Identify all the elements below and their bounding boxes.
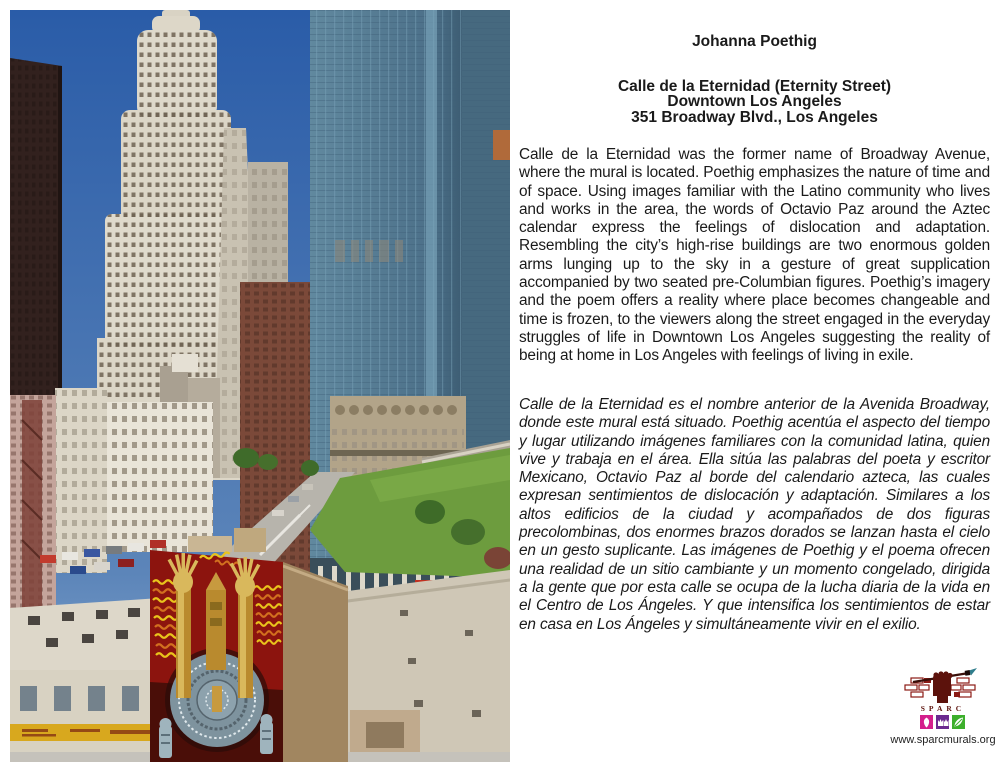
copper-roof [493, 130, 510, 160]
work-title-block [519, 79, 990, 125]
work-title: Calle de la Eternidad (Eternity Street) [617, 78, 892, 95]
sparc-logo [897, 666, 989, 732]
dark-tower-left [10, 58, 62, 445]
sparc-wordmark: SPARC [920, 704, 966, 713]
text-panel [519, 0, 990, 773]
building-side-wall [283, 562, 348, 762]
description-english: Calle de la Eternidad was the former name of Broadway Avenue, where the mural is located. Poethig emphasizes the nature of time and of space. Using images familiar with the Latino community who lives and works in the area, the words of Octavio Paz around the Aztec calendar express the feelings of dislocation and adaptation. Resembling the city’s high-rise buildings are two enormous golden arms lunging up to the sky in a gesture of great supplication accompanied by two seated pre-Columbian figures. Poethig’s imagery and the poem offers a reality where place becomes changeable and time is frozen, to the viewers along the street engaged in the everyday struggles of life in Downtown Los Angeles suggesting the reality of being at home in Los Angeles with feelings of living in exile. [519, 146, 990, 365]
artist-name: Johanna Poethig [692, 33, 817, 50]
work-area: Downtown Los Angeles [667, 93, 842, 111]
description-spanish: Calle de la Eternidad es el nombre anterior de la Avenida Broadway, donde este mural está situado. Poethig acentúa el aspecto del tiempo y lugar utilizando imágenes familiares con la comunidad latina, quien vive y trabaja en el área. Ella sitúa las palabras del poeta y escritor Mexicano, Octavio Paz al borde del calendario azteca, las cuales expresan sentimientos de dislocación y adaptación. Similares a los altos edificios de la ciudad y acompañados de dos figuras precolombinas, dos enormes brazos dorados se lanzan hasta el cielo en un gesto suplicante. Las imágenes de Poethig y el poema ofrecen una realidad de un sitio cambiante y un momento congelado, dirigida a la gente que por esta calle se ocupa de la lucha diaria de la vida en el Centro de Los Ángeles. Y que intensifica los sentimientos de estar en casa en Los Ángeles y simultáneamente vivir en el exilio. [519, 396, 990, 633]
website-url: www.sparcmurals.org [890, 734, 996, 746]
sparc-logo-block [889, 666, 997, 746]
fist-icon [933, 671, 953, 703]
building-with-sign [10, 670, 160, 762]
work-address: 351 Broadway Blvd., Los Angeles [631, 108, 878, 126]
program-squares [920, 715, 965, 729]
mural-photograph [10, 10, 510, 762]
